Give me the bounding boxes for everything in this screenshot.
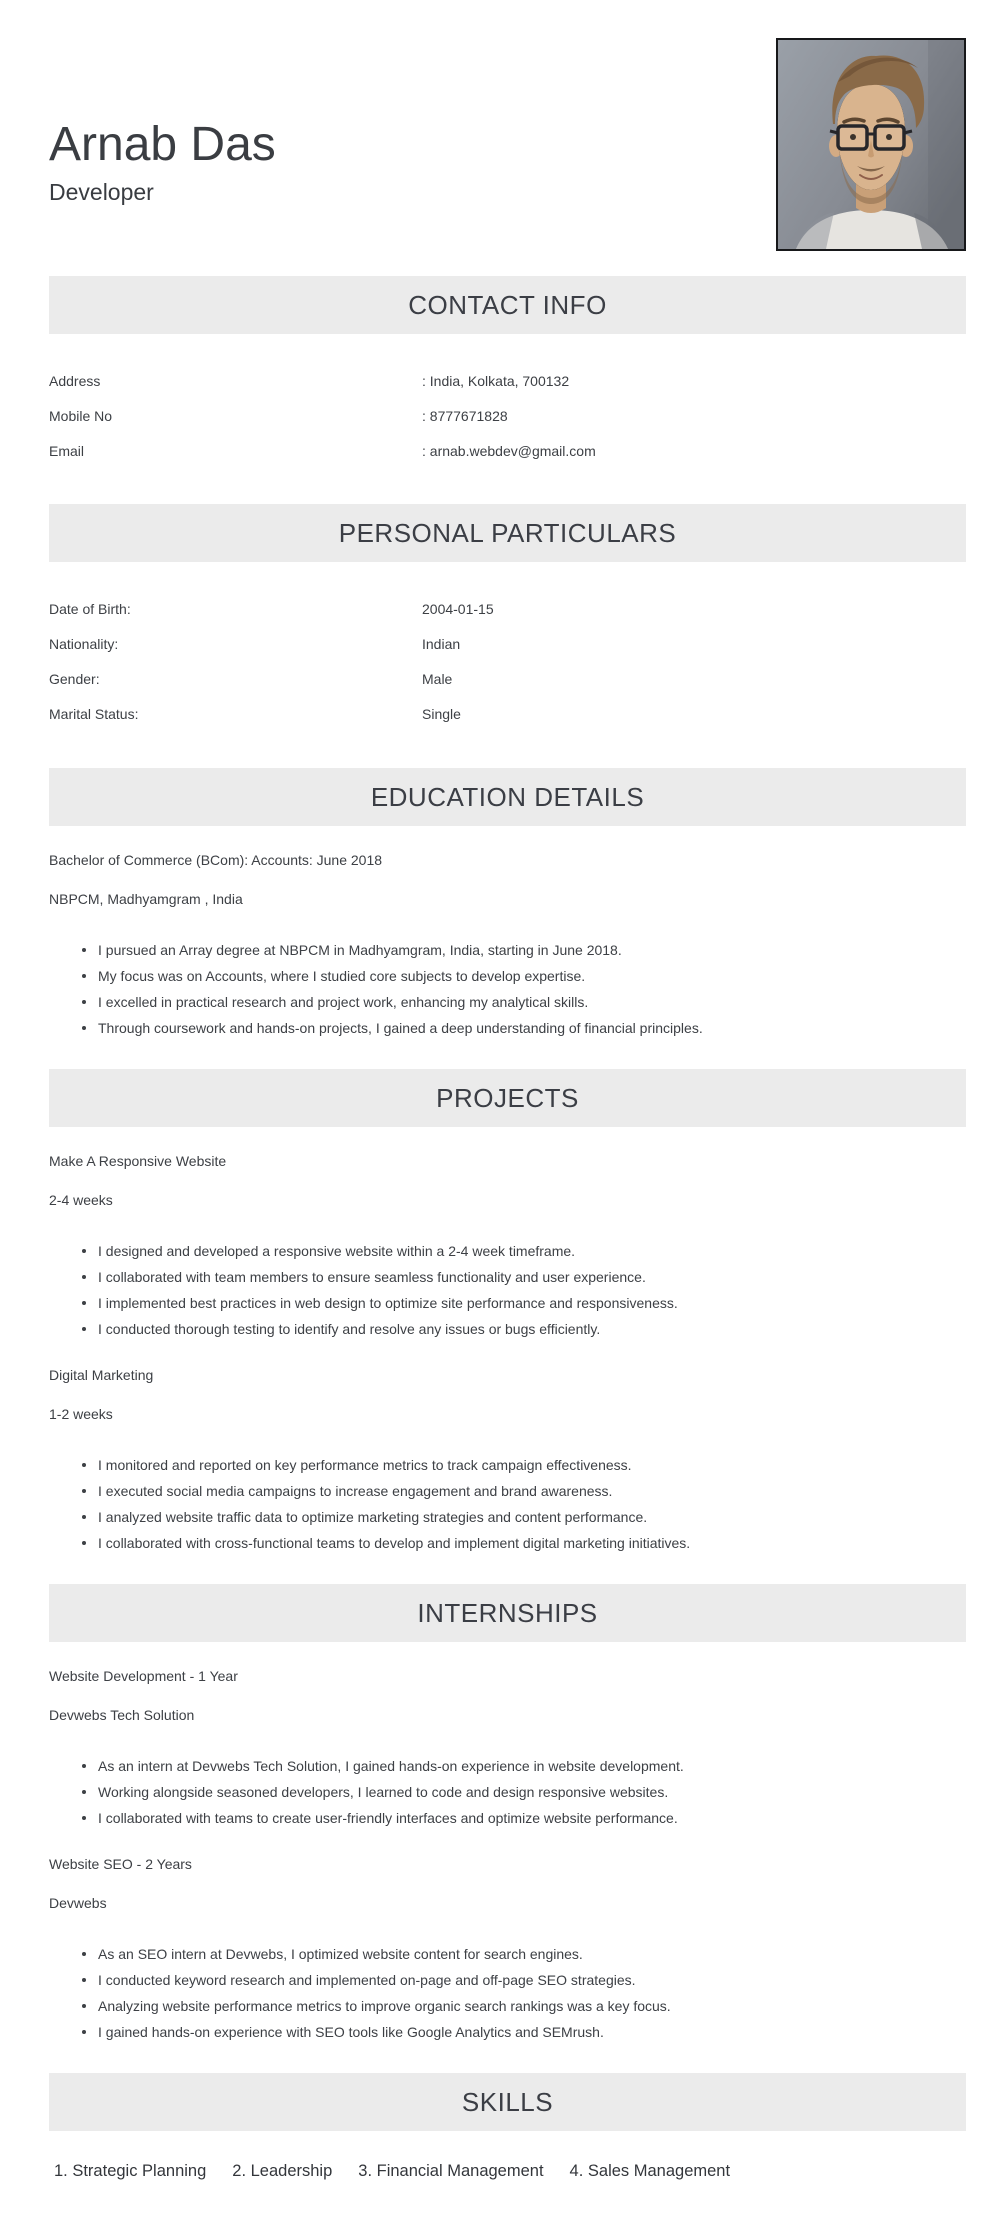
- internships-section-header: [49, 1584, 966, 1642]
- project-name: Digital Marketing: [49, 1367, 154, 1383]
- internship-company: Devwebs: [49, 1895, 107, 1911]
- personal-row-label: Nationality:: [49, 636, 119, 652]
- internship-bullet-list: [49, 1941, 966, 2045]
- education-bullet: My focus was on Accounts, where I studied core subjects to develop expertise.: [82, 963, 966, 989]
- internship-item: [49, 1666, 966, 1831]
- personal-row: [49, 662, 966, 697]
- contact-rows: [49, 334, 966, 469]
- contact-row: [49, 364, 966, 399]
- project-bullet: I implemented best practices in web design to optimize site performance and responsiveness.: [82, 1290, 966, 1316]
- project-bullet: I executed social media campaigns to increase engagement and brand awareness.: [82, 1478, 966, 1504]
- project-bullet: I monitored and reported on key performance metrics to track campaign effectiveness.: [82, 1452, 966, 1478]
- projects-section-title: PROJECTS: [436, 1082, 579, 1113]
- personal-row: [49, 592, 966, 627]
- project-item: [49, 1365, 966, 1556]
- person-name: Arnab Das: [49, 118, 276, 171]
- project-bullet: I analyzed website traffic data to optimize marketing strategies and content performance.: [82, 1504, 966, 1530]
- education-content: [49, 826, 966, 1041]
- project-bullet: I collaborated with cross-functional teams to develop and implement digital marketing initiatives.: [82, 1530, 966, 1556]
- skills-list: [49, 2131, 966, 2183]
- project-bullet: I collaborated with team members to ensure seamless functionality and user experience.: [82, 1264, 966, 1290]
- skill-item: 2. Leadership: [232, 2162, 333, 2180]
- contact-row-label: Email: [49, 443, 85, 459]
- skill-item: 3. Financial Management: [358, 2162, 544, 2180]
- skills-section-title: SKILLS: [461, 2086, 554, 2117]
- project-bullet: I conducted thorough testing to identify and resolve any issues or bugs efficiently.: [82, 1316, 966, 1342]
- contact-row: [49, 399, 966, 434]
- internship-bullet-list: [49, 1753, 966, 1831]
- project-bullet-list: [49, 1452, 966, 1556]
- contact-row: [49, 434, 966, 469]
- internship-bullet: I conducted keyword research and implemented on-page and off-page SEO strategies.: [82, 1967, 966, 1993]
- projects-content: [49, 1127, 966, 1556]
- internship-role: Website Development - 1 Year: [49, 1668, 238, 1684]
- project-duration: 1-2 weeks: [49, 1406, 113, 1422]
- contact-row-label: Mobile No: [49, 408, 113, 424]
- personal-row-value: Indian: [422, 636, 461, 652]
- personal-row: [49, 697, 966, 732]
- education-section-title: EDUCATION DETAILS: [370, 781, 645, 812]
- personal-row-label: Gender:: [49, 671, 100, 687]
- internships-section-title: INTERNSHIPS: [417, 1597, 598, 1628]
- personal-particulars-section-title: PERSONAL PARTICULARS: [338, 517, 677, 548]
- project-item: [49, 1151, 966, 1342]
- education-institution: NBPCM, Madhyamgram , India: [49, 891, 243, 907]
- internship-company: Devwebs Tech Solution: [49, 1707, 195, 1723]
- internship-bullet: Analyzing website performance metrics to improve organic search rankings was a key focus.: [82, 1993, 966, 2019]
- person-role: Developer: [49, 179, 154, 205]
- header: [49, 0, 966, 276]
- project-bullet-list: [49, 1238, 966, 1342]
- education-bullet: I pursued an Array degree at NBPCM in Madhyamgram, India, starting in June 2018.: [82, 937, 966, 963]
- contact-info-section-title: CONTACT INFO: [408, 289, 607, 320]
- personal-row-value: Male: [422, 671, 453, 687]
- personal-row: [49, 627, 966, 662]
- personal-rows: [49, 562, 966, 732]
- project-name: Make A Responsive Website: [49, 1153, 227, 1169]
- internship-bullet: As an SEO intern at Devwebs, I optimized website content for search engines.: [82, 1941, 966, 1967]
- contact-row-value: : India, Kolkata, 700132: [422, 373, 570, 389]
- education-bullet: I excelled in practical research and project work, enhancing my analytical skills.: [82, 989, 966, 1015]
- personal-row-label: Date of Birth:: [49, 601, 131, 617]
- skill-item: 1. Strategic Planning: [54, 2162, 207, 2180]
- internships-content: [49, 1642, 966, 2045]
- internship-bullet: I collaborated with teams to create user-friendly interfaces and optimize website performance.: [82, 1805, 966, 1831]
- portrait-illustration: [778, 40, 964, 249]
- project-duration: 2-4 weeks: [49, 1192, 113, 1208]
- projects-section-header: [49, 1069, 966, 1127]
- contact-row-value: : arnab.webdev@gmail.com: [422, 443, 596, 459]
- contact-row-value: : 8777671828: [422, 408, 508, 424]
- education-section-header: [49, 768, 966, 826]
- personal-particulars-section-header: [49, 504, 966, 562]
- profile-photo: [776, 38, 966, 251]
- internship-bullet: I gained hands-on experience with SEO tools like Google Analytics and SEMrush.: [82, 2019, 966, 2045]
- personal-row-label: Marital Status:: [49, 706, 139, 722]
- project-bullet: I designed and developed a responsive website within a 2-4 week timeframe.: [82, 1238, 966, 1264]
- internship-item: [49, 1854, 966, 2045]
- contact-row-label: Address: [49, 373, 101, 389]
- education-degree: Bachelor of Commerce (BCom): Accounts: June 2018: [49, 852, 383, 868]
- personal-row-value: 2004-01-15: [422, 601, 494, 617]
- internship-bullet: Working alongside seasoned developers, I learned to code and design responsive websites.: [82, 1779, 966, 1805]
- personal-row-value: Single: [422, 706, 461, 722]
- education-bullet-list: [49, 937, 966, 1041]
- skill-item: 4. Sales Management: [569, 2162, 731, 2180]
- skills-section-header: [49, 2073, 966, 2131]
- internship-bullet: As an intern at Devwebs Tech Solution, I gained hands-on experience in website development.: [82, 1753, 966, 1779]
- contact-info-section-header: [49, 276, 966, 334]
- internship-role: Website SEO - 2 Years: [49, 1856, 192, 1872]
- education-bullet: Through coursework and hands-on projects, I gained a deep understanding of financial principles.: [82, 1015, 966, 1041]
